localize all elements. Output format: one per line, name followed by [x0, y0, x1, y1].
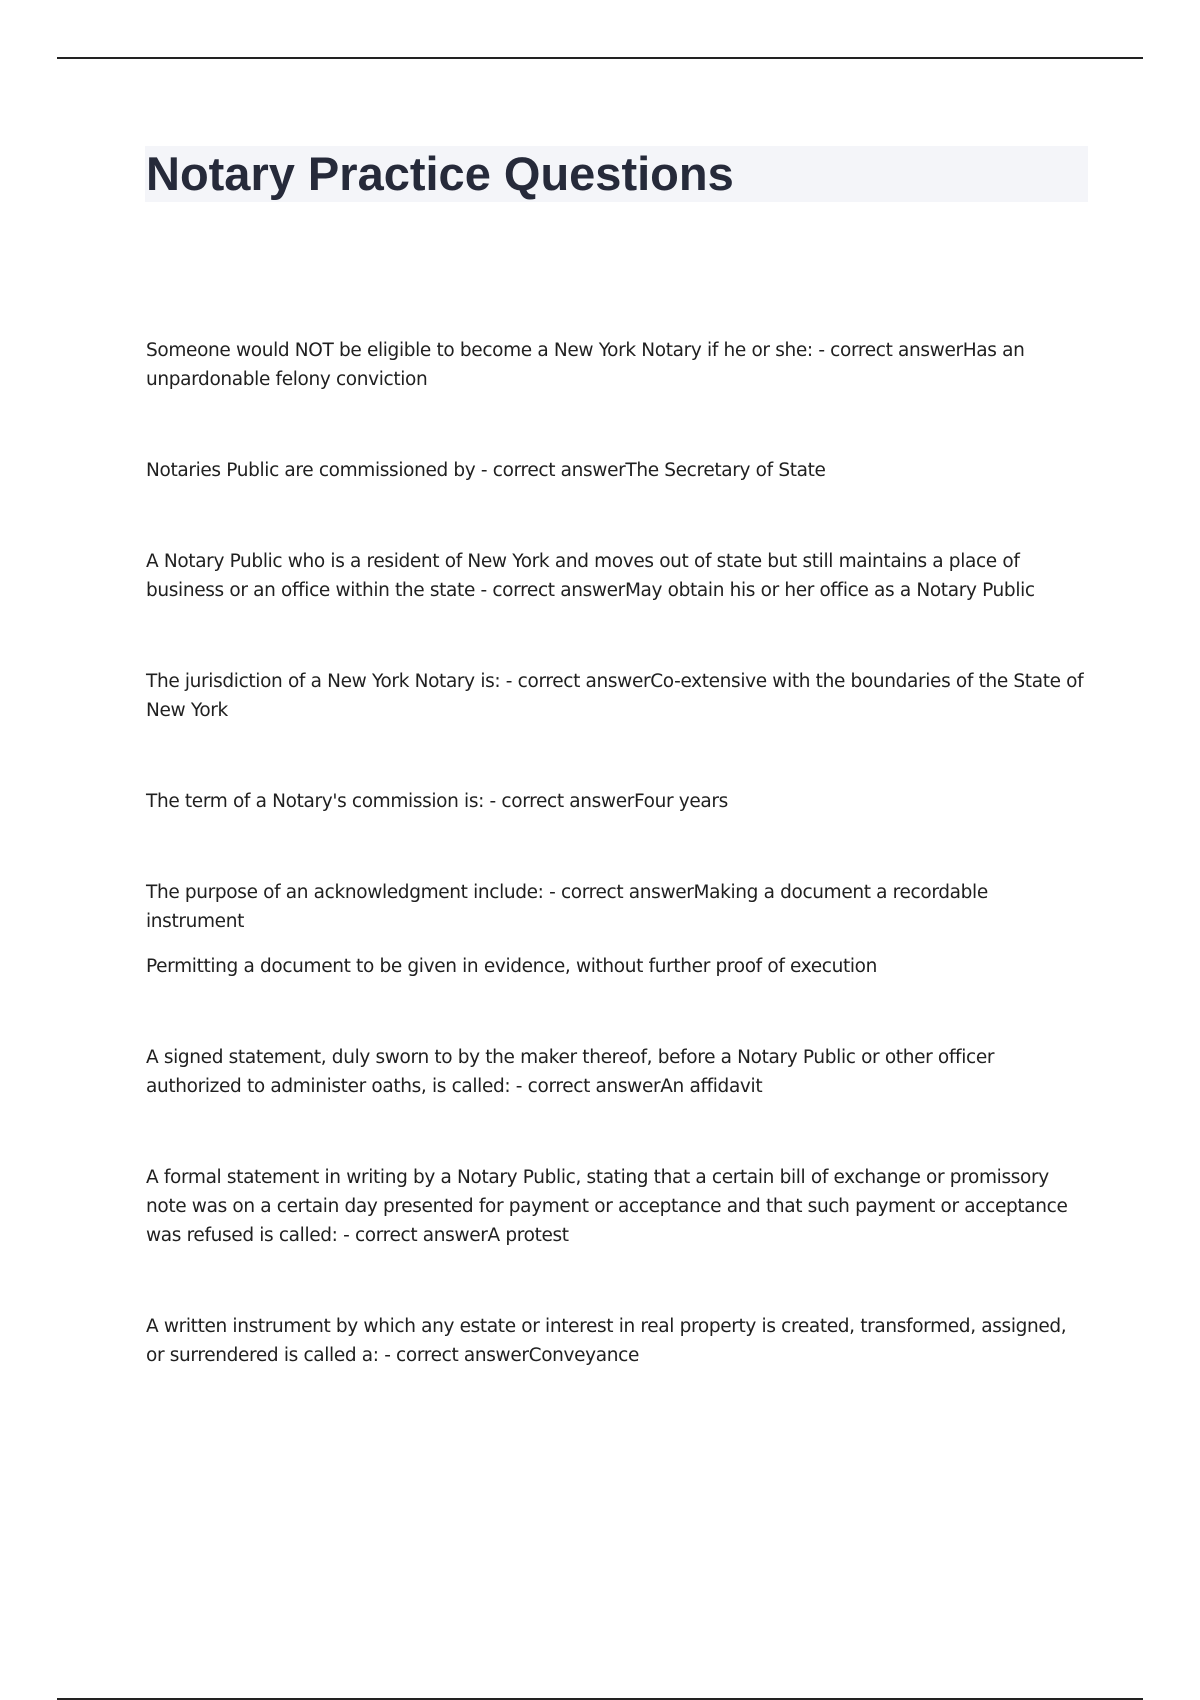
- answer-continuation: Permitting a document to be given in evidence, without further proof of execution: [146, 956, 878, 977]
- question-text: A Notary Public who is a resident of New York and moves out of state but still maintains a place of business or an office within the state - correct answerMay obtain his or her office as a Notary Public: [146, 551, 1035, 601]
- question-text: Notaries Public are commissioned by - correct answerThe Secretary of State: [146, 460, 826, 481]
- question-item-2: [146, 456, 1086, 485]
- question-item-3: [146, 547, 1086, 605]
- question-item-7: [146, 1043, 1086, 1101]
- question-item-9: [146, 1312, 1086, 1370]
- question-item-8: [146, 1163, 1086, 1250]
- question-list: [146, 336, 1086, 1432]
- question-item-5: [146, 787, 1086, 816]
- top-divider: [57, 57, 1143, 59]
- question-text: The purpose of an acknowledgment include: - correct answerMaking a document a recordable instrument: [146, 882, 988, 932]
- question-text: Someone would NOT be eligible to become a New York Notary if he or she: - correct answerHas an unpardonable felony conviction: [146, 340, 1025, 390]
- question-text: A signed statement, duly sworn to by the maker thereof, before a Notary Public or other officer authorized to administer oaths, is called: - correct answerAn affidavit: [146, 1047, 995, 1097]
- question-text: A written instrument by which any estate or interest in real property is created, transformed, assigned, or surrendered is called a: - correct answerConveyance: [146, 1316, 1067, 1366]
- question-item-6: [146, 878, 1086, 981]
- question-item-1: [146, 336, 1086, 394]
- page-title: Notary Practice Questions: [146, 147, 734, 200]
- question-text: The term of a Notary's commission is: - correct answerFour years: [146, 791, 728, 812]
- question-item-4: [146, 667, 1086, 725]
- question-text: A formal statement in writing by a Notary Public, stating that a certain bill of exchange or promissory note was on a certain day presented for payment or acceptance and that such payment or acceptance was refused is called: - correct answerA protest: [146, 1167, 1068, 1246]
- question-text: The jurisdiction of a New York Notary is: - correct answerCo-extensive with the boundaries of the State of New York: [146, 671, 1084, 721]
